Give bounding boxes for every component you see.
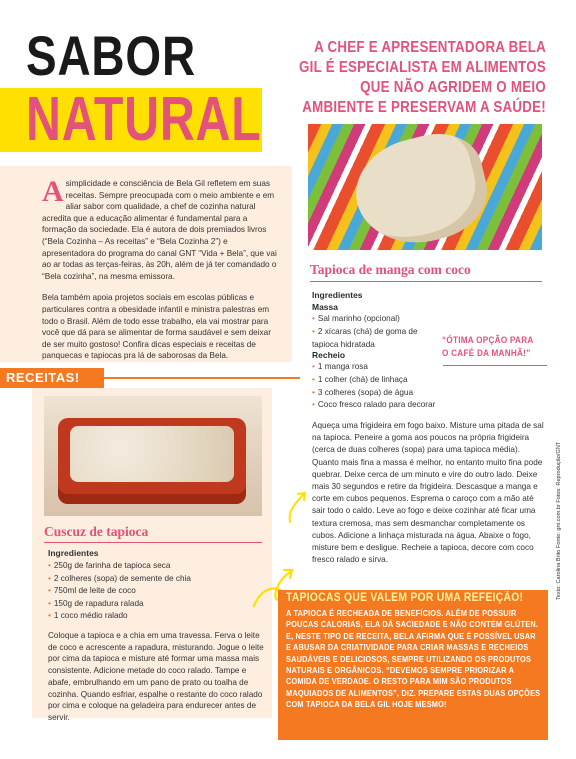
cuscuz-photo	[44, 396, 262, 516]
headline: A CHEF E APRESENTADORA BELA GIL É ESPECIALISTA EM ALIMENTOS QUE NÃO AGRIDEM O MEIO AMBIENTE E PRESERVAM A SAÚDE!	[299, 39, 546, 116]
list-item: • 3 colheres (sopa) de água	[312, 387, 435, 400]
list-item: • 2 xícaras (chá) de goma de tapioca hidratada	[312, 326, 432, 352]
drop-cap: A	[42, 175, 64, 208]
list-item: • 150g de rapadura ralada	[48, 598, 191, 611]
tapioca-recheio-heading: Recheio	[312, 350, 346, 360]
cuscuz-title-rule	[44, 542, 262, 543]
cuscuz-ingredients-heading: Ingredientes	[48, 548, 99, 558]
list-item: • 250g de farinha de tapioca seca	[48, 560, 191, 573]
intro-paragraph-2: Bela também apoia projetos sociais em escolas públicas e particulares contra a obesidade infantil e ministra palestras em todo o Brasil. Além de todo esse trabalho, ela vai mostrar para você que dá para se alimentar de forma saudável e sem deixar de ser muito gostoso! Confira dicas especiais e receitas de panquecas e tapiocas pra lá de saborosas da Bela.	[42, 293, 271, 361]
tapioca-photo	[308, 124, 542, 250]
list-item: • 1 colher (chá) de linhaça	[312, 374, 435, 387]
info-box-text: A TAPIOCA É RECHEADA DE BENEFÍCIOS. ALÉM DE POSSUIR POUCAS CALORIAS, ELA DÁ SACIEDADE E NÃO CONTÉM GLÚTEN. E, NESTE TIPO DE RECEITA, BELA AFIRMA QUE É POSSÍVEL USAR E ABUSAR DA CRIATIVIDADE PARA CRIAR MASSAS E RECHEIOS SAUDÁVEIS E DELICIOSOS, SEMPRE UTILIZANDO OS PRODUTOS NATURAIS E ORGÂNICOS. “DEVEMOS SEMPRE PRIORIZAR A COMIDA DE VERDADE. O RESTO PARA MIM SÃO PRODUTOS MAQUIADOS DE ALIMENTOS”, DIZ. PREPARE ESTAS DUAS OPÇÕES COM TAPIOCA DA BELA GIL HOJE MESMO!	[286, 608, 541, 710]
intro-paragraph-1: Asimplicidade e consciência de Bela Gil refletem em suas receitas. Sempre preocupada com o meio ambiente e em aliar sabor com qualidade, a chef de cozinha natural acredita que a educação alimentar é fundamental para a formação da sociedade. Ela é autora de dois premiados livros (“Bela Cozinha – As receitas” e “Bela Cozinha 2”) e apresentadora do programa do canal GNT “Vida + Bela”, que vai ao ar todas as terças-feiras, às 20h, além de já ter comandado o “Bela cozinha”, na mesma emissora.	[42, 175, 277, 281]
intro-text	[42, 175, 278, 372]
pull-quote-rule	[443, 365, 547, 366]
tapioca-recheio-list	[312, 361, 435, 412]
section-label: RECEITAS!	[6, 370, 80, 385]
tapioca-preparation: Aqueça uma frigideira em fogo baixo. Misture uma pitada de sal na tapioca. Peneire a goma aos poucos na própria frigideira (cerca de duas colheres (sopa) para uma tapioca média). Quanto mais fina a massa é melhor, no entanto muito fina pode quebrar. Deixe cerca de um minuto e vire do outro lado. Deixe mais 30 segundos e retire da frigideira. Descasque a manga e corte em cubos pequenos. Esprema o caroço com a mão até sair todo o caldo. Leve ao fogo e deixe cozinhar até ficar uma textura cremosa, mas sem desmanchar completamente os cubos. Adicione a linhaça misturada na água. Abaixe o fogo, misture bem e desligue. Recheie a tapioca, decore com coco fresco ralado e sirva.	[312, 421, 544, 565]
list-item: • 1 manga rosa	[312, 361, 435, 374]
section-divider	[104, 377, 300, 379]
tapioca-crepe	[345, 124, 496, 250]
tapioca-massa-heading: Massa	[312, 302, 338, 312]
cuscuz-ingredients-list	[48, 560, 191, 623]
title-natural: NATURAL	[26, 85, 262, 154]
list-item: • 1 coco médio ralado	[48, 610, 191, 623]
list-item: • Sal marinho (opcional)	[312, 313, 432, 326]
pull-quote: “ÓTIMA OPÇÃO PARA O CAFÉ DA MANHÃ!”	[442, 335, 534, 359]
tapioca-title: Tapioca de manga com coco	[310, 262, 471, 277]
tapioca-massa-list	[312, 313, 432, 351]
list-item: • 2 colheres (sopa) de semente de chia	[48, 573, 191, 586]
title-sabor: SABOR	[26, 24, 196, 87]
small-arrow-icon	[282, 486, 312, 526]
info-box-title: TAPIOCAS QUE VALEM POR UMA REFEIÇÃO!	[286, 592, 524, 604]
cuscuz-food	[70, 426, 234, 482]
list-item: • Coco fresco ralado para decorar	[312, 399, 435, 412]
cuscuz-preparation: Coloque a tapioca e a chia em uma travessa. Ferva o leite de coco e acrescente a rapadura, misturando. Jogue o leite por cima da tapioca e misture até formar uma massa mais consistente. Adicione metade do coco ralado. Tampe e abafe, embrulhando em um pano de prato ou toalha de cozinha. Quando esfriar, espalhe o restante do coco ralado por cima e coloque na geladeira para endurecer antes de servir.	[48, 631, 264, 722]
tapioca-ingredients-heading: Ingredientes	[312, 290, 363, 300]
tapioca-title-rule	[310, 281, 542, 282]
list-item: • 750ml de leite de coco	[48, 585, 191, 598]
photo-credits: Texto: Carolina Brito Fonte: gnt.com.br Fotos: Reprodução/GNT	[556, 441, 562, 600]
cuscuz-title: Cuscuz de tapioca	[44, 524, 149, 539]
